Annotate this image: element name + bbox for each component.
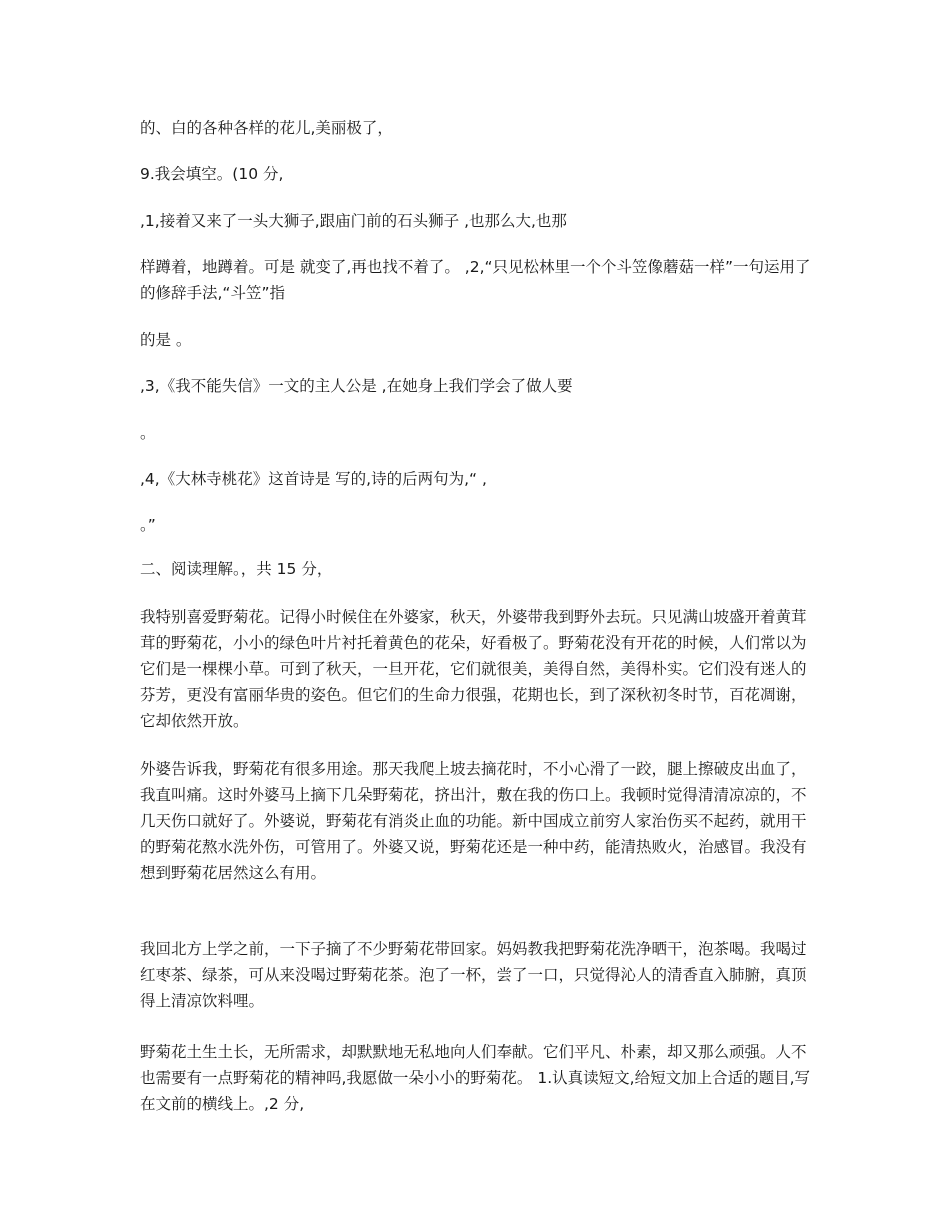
text-line-7: 。 xyxy=(140,424,156,442)
text-line-9: 。” xyxy=(140,516,156,534)
reading-paragraph-2: 外婆告诉我，野菊花有很多用途。那天我爬上坡去摘花时，不小心滑了一跤，腿上擦破皮出血了，我直叫痛。这时外婆马上摘下几朵野菊花，挤出汁，敷在我的伤口上。我顿时觉得清清凉凉的，不几天伤口就好了。外婆说，野菊花有消炎止血的功能。新中国成立前穷人家治伤买不起药，就用干的野菊花熬水洗外伤，可管用了。外婆又说，野菊花还是一种中药，能清热败火，治感冒。我没有想到野菊花居然这么有用。 xyxy=(140,760,807,882)
question-9-item-3: ,3,《我不能失信》一文的主人公是 ,在她身上我们学会了做人要 xyxy=(140,377,573,395)
reading-paragraph-3: 我回北方上学之前，一下子摘了不少野菊花带回家。妈妈教我把野菊花洗净晒干，泡茶喝。我喝过红枣茶、绿茶，可从来没喝过野菊花茶。泡了一杯，尝了一口，只觉得沁人的清香直入肺腑，真顶得上清凉饮料哩。 xyxy=(140,940,807,1010)
text-line-1: 的、白的各种各样的花儿,美丽极了， xyxy=(140,119,393,137)
reading-paragraph-4: 野菊花土生土长，无所需求，却默默地无私地向人们奉献。它们平凡、朴素，却又那么顽强。人不也需要有一点野菊花的精神吗,我愿做一朵小小的野菊花。 1.认真读短文,给短文加上合适的题目,写在文前的横线上。,2 分, xyxy=(140,1043,810,1113)
question-9-item-1: ,1,接着又来了一头大狮子,跟庙门前的石头狮子 ,也那么大,也那 xyxy=(140,212,567,230)
question-9-item-1-2: 样蹲着，地蹲着。可是 就变了,再也找不着了。 ,2,“只见松林里一个个斗笠像蘑菇一样”一句运用了 的修辞手法,“斗笠”指 xyxy=(140,258,811,302)
question-9-item-4: ,4,《大林寺桃花》这首诗是 写的,诗的后两句为,“ , xyxy=(140,470,487,488)
question-9-heading: 9.我会填空。(10 分, xyxy=(140,165,284,183)
section-reading-heading: 二、阅读理解。，共 15 分， xyxy=(140,560,333,578)
text-line-5: 的是 。 xyxy=(140,331,192,349)
reading-paragraph-1: 我特别喜爱野菊花。记得小时候住在外婆家，秋天，外婆带我到野外去玩。只见满山坡盛开着黄茸茸的野菊花，小小的绿色叶片衬托着黄色的花朵，好看极了。野菊花没有开花的时候，人们常以为它们是一棵棵小草。可到了秋天，一旦开花，它们就很美，美得自然，美得朴实。它们没有迷人的芬芳，更没有富丽华贵的姿色。但它们的生命力很强，花期也长，到了深秋初冬时节，百花凋谢，它却依然开放。 xyxy=(140,608,807,730)
